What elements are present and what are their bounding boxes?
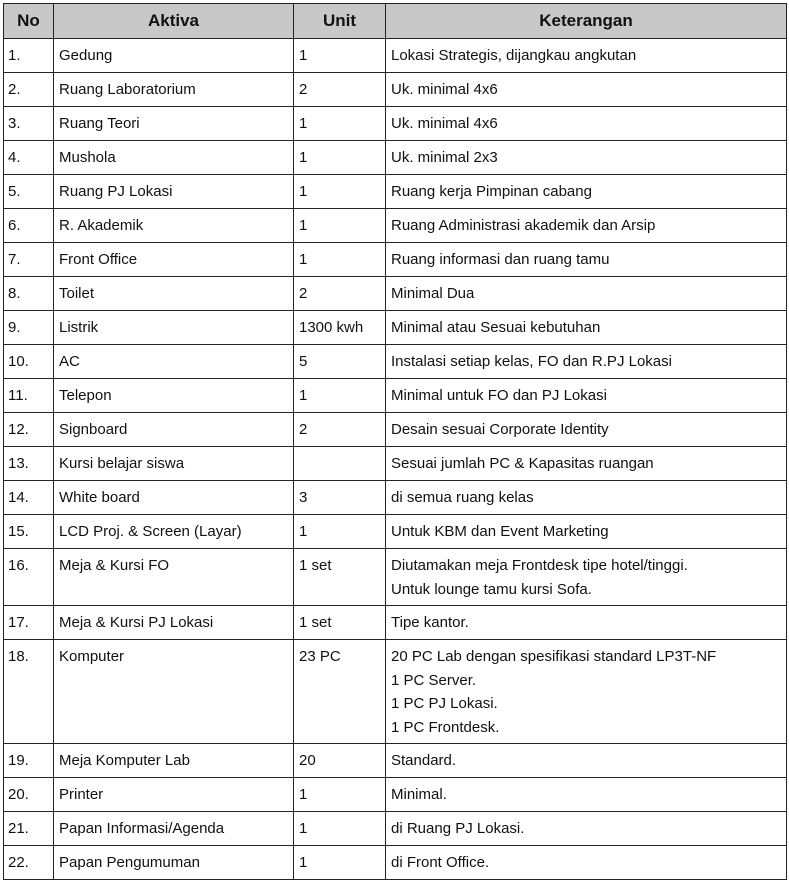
cell-aktiva: Printer [54,778,294,812]
cell-no: 13. [4,447,54,481]
cell-aktiva: Meja & Kursi PJ Lokasi [54,606,294,640]
table-body [4,39,787,880]
cell-keterangan [386,846,787,880]
table-row [4,846,787,880]
header-aktiva: Aktiva [54,4,294,39]
keterangan-line: Minimal untuk FO dan PJ Lokasi [391,387,607,404]
cell-keterangan [386,447,787,481]
cell-no: 10. [4,345,54,379]
table-row [4,744,787,778]
cell-no: 16. [4,549,54,606]
cell-no: 8. [4,277,54,311]
cell-no: 20. [4,778,54,812]
cell-keterangan [386,812,787,846]
table-header-row [4,4,787,39]
cell-unit [294,447,386,481]
cell-no: 1. [4,39,54,73]
cell-unit: 3 [294,481,386,515]
cell-keterangan [386,277,787,311]
keterangan-line: Tipe kantor. [391,614,469,631]
cell-unit: 1 [294,39,386,73]
cell-unit: 2 [294,413,386,447]
cell-aktiva: Ruang Laboratorium [54,73,294,107]
cell-keterangan [386,413,787,447]
cell-aktiva: White board [54,481,294,515]
cell-aktiva: Mushola [54,141,294,175]
table-row [4,39,787,73]
table-row [4,640,787,744]
keterangan-line: di Front Office. [391,854,490,871]
keterangan-line: Standard. [391,752,457,769]
table-row [4,413,787,447]
cell-keterangan [386,311,787,345]
table-row [4,549,787,606]
cell-keterangan [386,243,787,277]
cell-keterangan [386,107,787,141]
keterangan-line: Sesuai jumlah PC & Kapasitas ruangan [391,455,654,472]
cell-unit: 1 [294,107,386,141]
keterangan-line: Instalasi setiap kelas, FO dan R.PJ Lokasi [391,353,672,370]
table-row [4,141,787,175]
cell-no: 3. [4,107,54,141]
cell-unit: 1 [294,812,386,846]
cell-keterangan [386,39,787,73]
header-unit: Unit [294,4,386,39]
cell-keterangan [386,640,787,744]
keterangan-line: Ruang Administrasi akademik dan Arsip [391,217,656,234]
cell-aktiva: Meja Komputer Lab [54,744,294,778]
cell-unit: 20 [294,744,386,778]
table-row [4,778,787,812]
asset-table [3,3,787,880]
cell-unit: 1300 kwh [294,311,386,345]
keterangan-line: Uk. minimal 4x6 [391,115,498,132]
cell-keterangan [386,73,787,107]
cell-aktiva: Telepon [54,379,294,413]
cell-no: 6. [4,209,54,243]
keterangan-line: Untuk lounge tamu kursi Sofa. [391,580,592,598]
cell-no: 9. [4,311,54,345]
keterangan-line: di Ruang PJ Lokasi. [391,820,525,837]
cell-unit: 1 [294,846,386,880]
cell-keterangan [386,606,787,640]
table-row [4,107,787,141]
keterangan-line: Lokasi Strategis, dijangkau angkutan [391,47,637,64]
cell-no: 19. [4,744,54,778]
keterangan-line: Minimal Dua [391,285,475,302]
table-row [4,606,787,640]
header-no: No [4,4,54,39]
cell-aktiva: LCD Proj. & Screen (Layar) [54,515,294,549]
cell-keterangan [386,209,787,243]
keterangan-line: 1 PC Server. [391,671,477,689]
cell-aktiva: Signboard [54,413,294,447]
cell-aktiva: Kursi belajar siswa [54,447,294,481]
cell-unit: 2 [294,73,386,107]
table-row [4,447,787,481]
cell-no: 14. [4,481,54,515]
cell-aktiva: Komputer [54,640,294,744]
cell-aktiva: Front Office [54,243,294,277]
cell-no: 4. [4,141,54,175]
cell-unit: 5 [294,345,386,379]
cell-no: 5. [4,175,54,209]
cell-aktiva: AC [54,345,294,379]
cell-no: 2. [4,73,54,107]
cell-no: 21. [4,812,54,846]
cell-no: 18. [4,640,54,744]
table-row [4,481,787,515]
keterangan-line: 20 PC Lab dengan spesifikasi standard LP3T-NF [391,648,717,665]
keterangan-line: Untuk KBM dan Event Marketing [391,523,609,540]
cell-aktiva: Papan Pengumuman [54,846,294,880]
table-row [4,515,787,549]
cell-unit: 1 [294,141,386,175]
cell-unit: 1 [294,243,386,277]
cell-unit: 1 set [294,606,386,640]
table-row [4,209,787,243]
table-row [4,277,787,311]
cell-aktiva: Toilet [54,277,294,311]
cell-unit: 2 [294,277,386,311]
keterangan-line: Minimal atau Sesuai kebutuhan [391,319,601,336]
keterangan-line: Desain sesuai Corporate Identity [391,421,609,438]
cell-unit: 1 [294,778,386,812]
cell-aktiva: Papan Informasi/Agenda [54,812,294,846]
cell-keterangan [386,481,787,515]
keterangan-line: Ruang informasi dan ruang tamu [391,251,610,268]
keterangan-line: Uk. minimal 4x6 [391,81,498,98]
cell-keterangan [386,515,787,549]
table-row [4,175,787,209]
table-row [4,243,787,277]
table-row [4,73,787,107]
cell-keterangan [386,345,787,379]
cell-unit: 1 [294,175,386,209]
table-row [4,379,787,413]
cell-no: 22. [4,846,54,880]
keterangan-line: di semua ruang kelas [391,489,534,506]
table-row [4,311,787,345]
table-row [4,345,787,379]
cell-aktiva: Listrik [54,311,294,345]
keterangan-line: Diutamakan meja Frontdesk tipe hotel/tinggi. [391,557,688,574]
cell-unit: 1 [294,379,386,413]
cell-aktiva: R. Akademik [54,209,294,243]
keterangan-line: Ruang kerja Pimpinan cabang [391,183,592,200]
cell-no: 15. [4,515,54,549]
keterangan-line: Minimal. [391,786,447,803]
cell-unit: 1 [294,209,386,243]
cell-keterangan [386,744,787,778]
cell-unit: 1 set [294,549,386,606]
keterangan-line: 1 PC PJ Lokasi. [391,695,498,712]
cell-aktiva: Meja & Kursi FO [54,549,294,606]
cell-keterangan [386,549,787,606]
cell-keterangan [386,175,787,209]
header-keterangan: Keterangan [386,4,787,39]
cell-aktiva: Ruang PJ Lokasi [54,175,294,209]
cell-unit: 23 PC [294,640,386,744]
cell-keterangan [386,141,787,175]
cell-no: 11. [4,379,54,413]
keterangan-line: 1 PC Frontdesk. [391,718,500,736]
cell-no: 7. [4,243,54,277]
cell-keterangan [386,778,787,812]
table-row [4,812,787,846]
keterangan-line: Uk. minimal 2x3 [391,149,498,166]
cell-aktiva: Gedung [54,39,294,73]
cell-keterangan [386,379,787,413]
cell-no: 12. [4,413,54,447]
cell-unit: 1 [294,515,386,549]
cell-no: 17. [4,606,54,640]
cell-aktiva: Ruang Teori [54,107,294,141]
